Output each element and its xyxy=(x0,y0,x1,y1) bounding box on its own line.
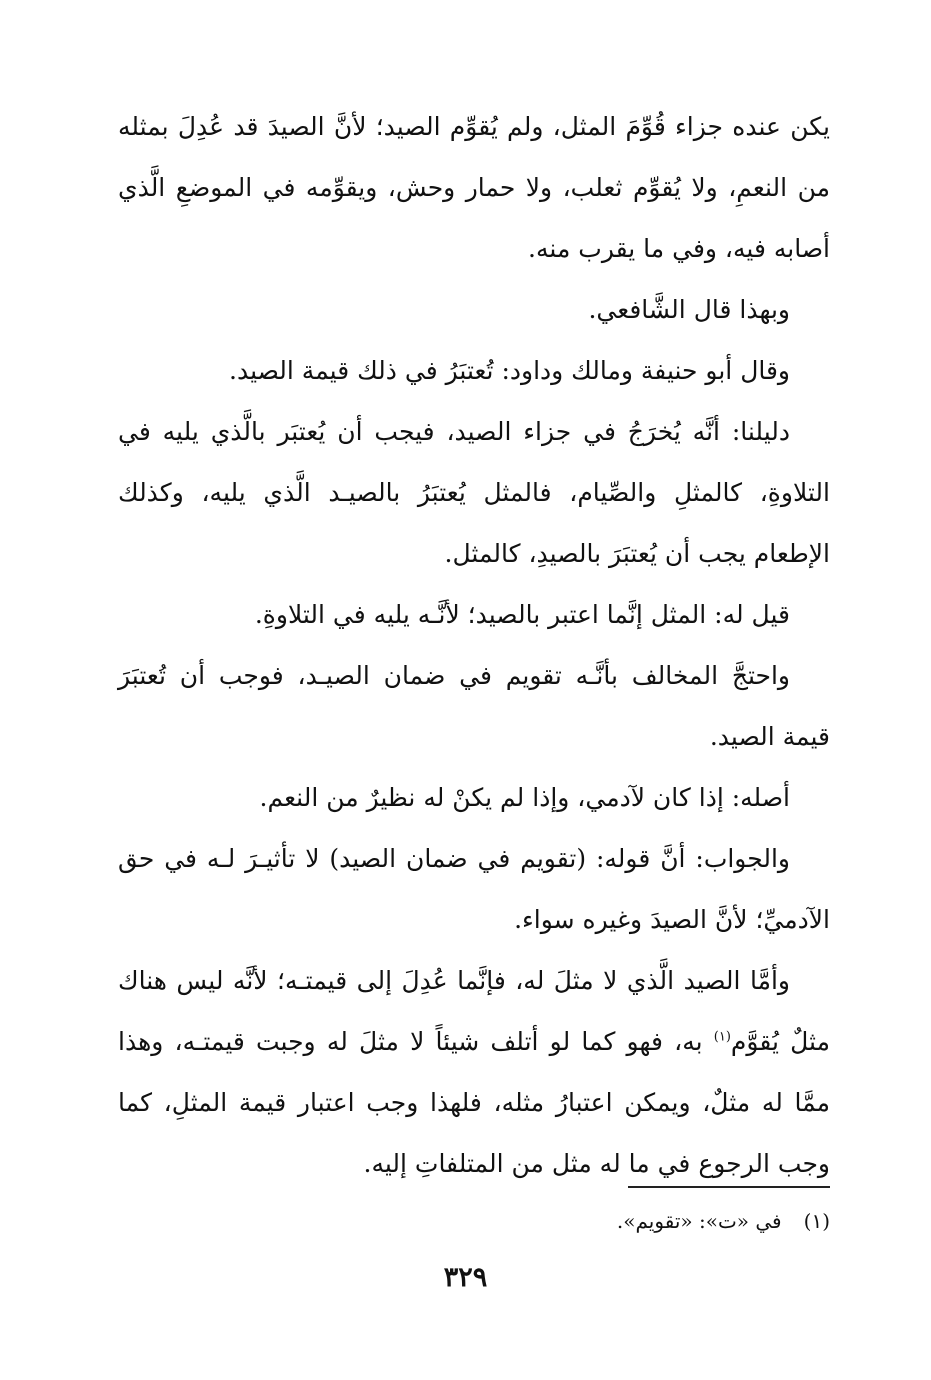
page-number: ٣٢٩ xyxy=(443,1262,488,1293)
paragraph-7: أصله: إذا كان لآدمي، وإذا لم يكنْ له نظيرٌ من النعم. xyxy=(259,783,790,812)
paragraph-3: وقال أبو حنيفة ومالك وداود: تُعتبَرُ في ذلك قيمة الصيد. xyxy=(229,356,790,385)
paragraph-9 xyxy=(118,950,830,1194)
paragraph-8: والجواب: أنَّ قوله: (تقويم في ضمان الصيد) لا تأثيـرَ لـه في حق الآدميِّ؛ لأنَّ الصيدَ وغيره سواء. xyxy=(118,844,830,934)
paragraph-2: وبهذا قال الشَّافعي. xyxy=(588,295,790,324)
body-text xyxy=(118,96,830,1194)
paragraph-4: دليلنا: أنَّه يُخرَجُ في جزاء الصيد، فيجب أن يُعتبَر بالَّذي يليه في التلاوةِ، كالمثلِ والصِّيام، فالمثل يُعتبَرُ بالصيـد الَّذي يليه، وكذلك الإطعام يجب أن يُعتبَرَ بالصيدِ، كالمثل. xyxy=(118,417,830,568)
footnote-separator xyxy=(628,1186,830,1188)
footnote xyxy=(118,1204,830,1238)
footnote-marker[interactable]: (١) xyxy=(713,1029,731,1045)
paragraph-9-part-2: به، فهو كما لو أتلف شيئاً لا مثلَ له وجبت قيمتـه، وهذا ممَّا له مثلٌ، ويمكن اعتبارُ مثله، فلهذا وجب اعتبار قيمة المثلِ، كما وجب الرجوع في ما له مثل من المتلفاتِ إليه. xyxy=(118,1027,830,1178)
paragraph-6: واحتجَّ المخالف بأنَّـه تقويم في ضمان الصيـد، فوجب أن تُعتبَرَ قيمة الصيد. xyxy=(118,661,830,751)
footnote-number: (١) xyxy=(803,1209,830,1233)
paragraph-9-part-1: وأمَّا الصيد الَّذي لا مثلَ له، فإنَّما عُدِلَ إلى قيمتـه؛ لأنَّه ليس هناك مثلٌ يُقوَّم xyxy=(118,966,830,1056)
paragraph-1: يكن عنده جزاء قُوِّمَ المثل، ولم يُقوِّم الصيد؛ لأنَّ الصيدَ قد عُدِلَ بمثله من النعمِ، ولا يُقوِّم ثعلب، ولا حمار وحش، ويقوِّمه في الموضعِ الَّذي أصابه فيه، وفي ما يقرب منه. xyxy=(118,112,830,263)
footnote-text: في «ت»: «تقويم». xyxy=(616,1209,782,1233)
paragraph-5: قيل له: المثل إنَّما اعتبر بالصيد؛ لأنَّـه يليه في التلاوةِ. xyxy=(254,600,790,629)
